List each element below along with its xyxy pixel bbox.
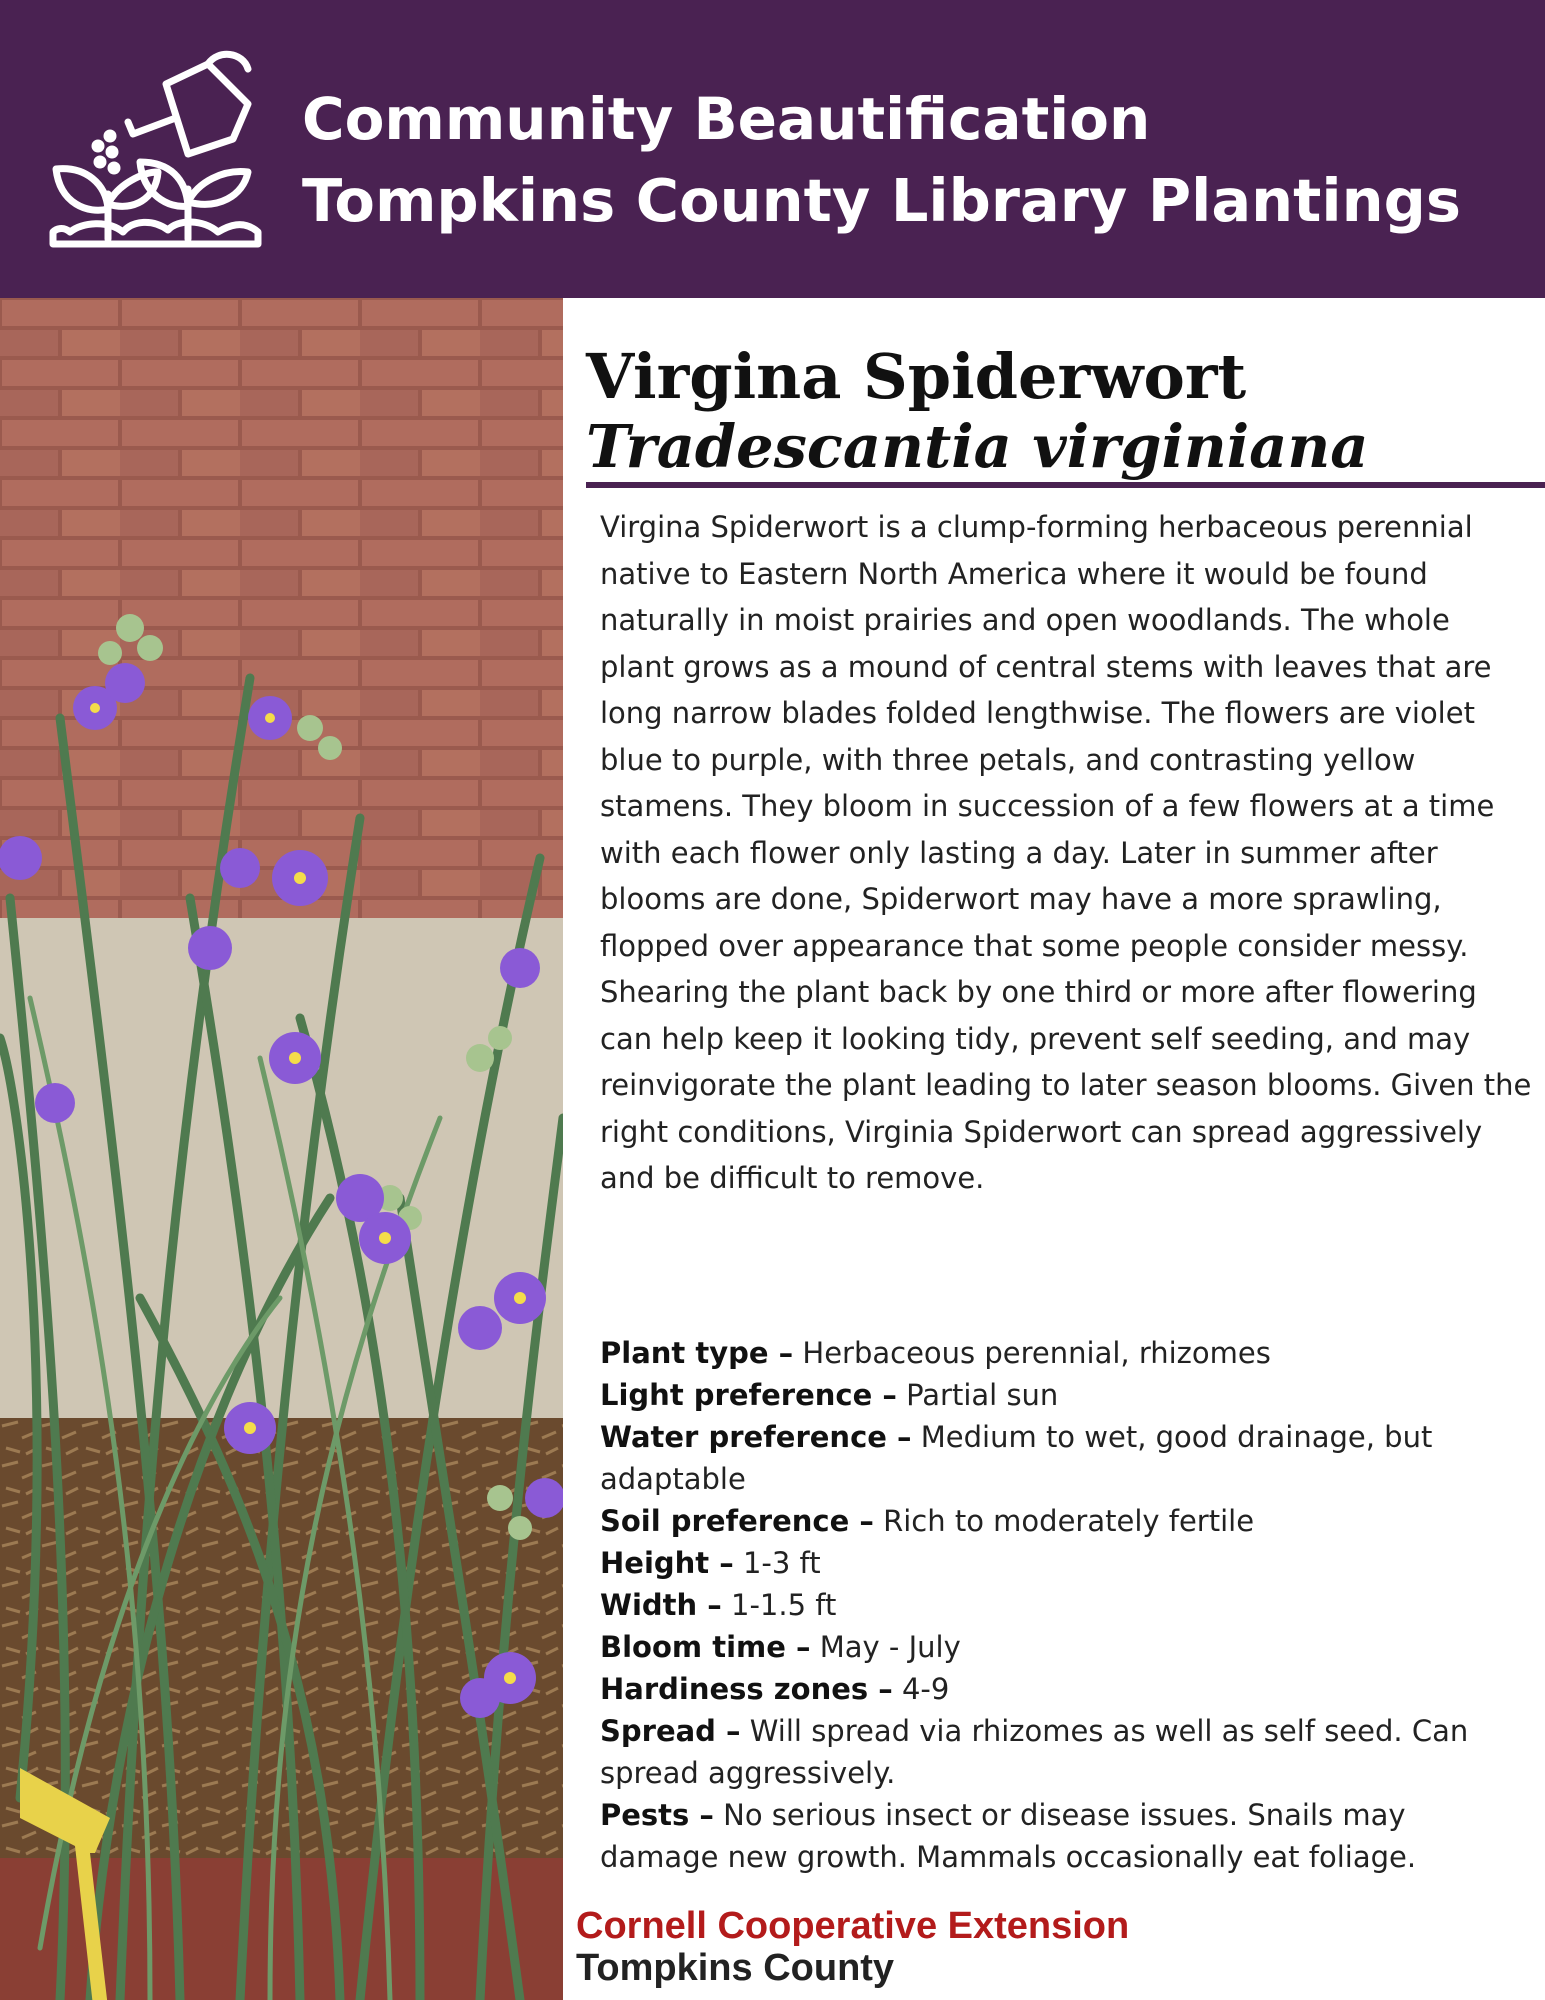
fact-value: 1-3 ft — [742, 1546, 821, 1580]
fact-label: Bloom time – — [600, 1630, 811, 1664]
fact-label: Water preference – — [600, 1420, 912, 1454]
fact-value: May - July — [819, 1630, 961, 1664]
fact-value: Medium to wet, good drainage, but adaptable — [600, 1420, 1433, 1496]
plant-description: Virgina Spiderwort is a clump-forming herbaceous perennial native to Eastern North America where it would be found naturally in moist prairies and open woodlands. The whole plant grows as a mound of central stems with leaves that are long narrow blades folded lengthwise. The flowers are violet blue to purple, with three petals, and contrasting yellow stamens. They bloom in succession of a few flowers at a time with each flower only lasting a day. Later in summer after blooms are done, Spiderwort may have a more sprawling, flopped over appearance that some people consider messy. Shearing the plant back by one third or more after flowering can help keep it looking tidy, prevent self seeding, and may reinvigorate the plant leading to later season blooms. Given the right conditions, Virginia Spiderwort can spread aggressively and be difficult to remove. — [600, 510, 1532, 1195]
fact-label: Pests – — [600, 1798, 714, 1832]
fact-value: Herbaceous perennial, rhizomes — [802, 1336, 1271, 1370]
plant-common-name: Virgina Spiderwort — [586, 340, 1247, 413]
fact-bloom-time — [600, 1626, 1532, 1668]
org-name: Cornell Cooperative Extension — [576, 1905, 1130, 1947]
fact-value: Partial sun — [906, 1378, 1059, 1412]
fact-label: Soil preference – — [600, 1504, 874, 1538]
fact-value: 1-1.5 ft — [731, 1588, 837, 1622]
fact-light-preference — [600, 1374, 1532, 1416]
fact-value: No serious insect or disease issues. Snails may damage new growth. Mammals occasionally eat foliage. — [600, 1798, 1417, 1874]
header-line-2: Tompkins County Library Plantings — [302, 166, 1461, 235]
title-divider — [586, 482, 1545, 488]
fact-spread — [600, 1710, 1532, 1794]
fact-soil-preference — [600, 1500, 1532, 1542]
spiderwort-photo — [0, 298, 563, 2000]
fact-water-preference — [600, 1416, 1532, 1500]
plant-facts-list — [600, 1332, 1532, 1878]
organization-logo — [576, 1905, 1129, 1989]
fact-label: Width – — [600, 1588, 722, 1622]
fact-pests — [600, 1794, 1532, 1878]
fact-label: Light preference – — [600, 1378, 897, 1412]
fact-value: Will spread via rhizomes as well as self seed. Can spread aggressively. — [600, 1714, 1469, 1790]
fact-hardiness-zones — [600, 1668, 1532, 1710]
org-county: Tompkins County — [576, 1947, 895, 1989]
header-banner — [0, 0, 1545, 298]
fact-height — [600, 1542, 1532, 1584]
watering-can-seedlings-icon — [48, 44, 263, 254]
fact-label: Height – — [600, 1546, 734, 1580]
fact-label: Spread – — [600, 1714, 741, 1748]
header-title — [302, 78, 1461, 242]
fact-value: Rich to moderately fertile — [883, 1504, 1255, 1538]
fact-label: Hardiness zones – — [600, 1672, 893, 1706]
header-line-1: Community Beautification — [302, 85, 1151, 153]
plant-latin-name: Tradescantia virginiana — [586, 412, 1369, 481]
fact-label: Plant type – — [600, 1336, 794, 1370]
fact-width — [600, 1584, 1532, 1626]
fact-plant-type — [600, 1332, 1532, 1374]
fact-value: 4-9 — [901, 1672, 950, 1706]
